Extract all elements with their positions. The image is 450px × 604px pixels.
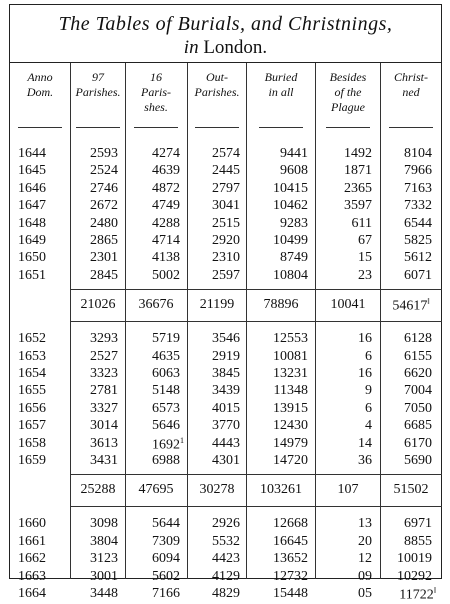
column-header-christ <box>382 70 440 100</box>
value-cell-plague: 20 <box>358 533 372 549</box>
value-cell-out: 2445 <box>212 163 240 179</box>
value-cell-out: 4129 <box>212 568 240 584</box>
value-cell-out: 2515 <box>212 215 240 231</box>
value-cell-plague: 23 <box>358 267 372 283</box>
value-cell-p16: 6063 <box>152 366 180 381</box>
value-cell-p16: 5719 <box>152 331 180 347</box>
value-cell-christ: 8104 <box>404 146 432 161</box>
total-cell-p16: 47695 <box>138 482 174 498</box>
value-cell-p97: 2527 <box>90 348 118 364</box>
value-cell-plague: 6 <box>365 348 372 364</box>
value-cell-plague: 16 <box>358 331 372 347</box>
column-header-line: in all <box>268 85 294 99</box>
value-cell-p16: 4639 <box>152 163 180 179</box>
column-header-line: Out- <box>206 70 228 84</box>
value-cell-out: 2797 <box>212 180 240 196</box>
value-cell-p16: 1692$^1$ <box>152 435 184 453</box>
column-header-line: Paris- <box>141 85 171 99</box>
header-underline <box>18 127 62 128</box>
value-cell-buried: 13915 <box>273 400 308 416</box>
double-bar-mark: ‖ <box>433 586 436 595</box>
total-cell-p16: 36676 <box>138 297 174 313</box>
value-cell-p97: 2781 <box>90 383 118 399</box>
total-rule-top <box>70 474 442 475</box>
total-cell-out: 30278 <box>199 482 235 498</box>
year-cell: 1653 <box>18 348 46 364</box>
value-cell-out: 2920 <box>212 233 240 248</box>
value-cell-plague: 05 <box>358 586 372 601</box>
header-underline <box>76 127 120 128</box>
value-cell-p97: 3327 <box>90 400 118 416</box>
value-cell-plague: 611 <box>351 215 372 231</box>
value-cell-christ: 5612 <box>404 250 432 266</box>
value-cell-out: 2597 <box>212 267 240 283</box>
value-cell-plague: 36 <box>358 453 372 468</box>
value-cell-christ: 5825 <box>404 233 432 248</box>
value-cell-plague: 2365 <box>344 180 372 196</box>
value-cell-plague: 15 <box>358 250 372 266</box>
value-cell-p16: 4872 <box>152 180 180 196</box>
value-cell-christ: 6155 <box>404 348 432 364</box>
total-cell-christ: 51502 <box>393 482 429 498</box>
value-cell-plague: 13 <box>358 516 372 532</box>
value-cell-p97: 2301 <box>90 250 118 266</box>
value-cell-p97: 3323 <box>90 366 118 381</box>
year-cell: 1656 <box>18 400 46 416</box>
table-title-line1: The Tables of Burials, and Christnings, <box>58 13 393 35</box>
value-cell-buried: 11348 <box>273 383 308 399</box>
header-underline <box>195 127 239 128</box>
year-cell: 1648 <box>18 215 46 231</box>
value-cell-christ: 7966 <box>404 163 432 179</box>
total-cell-p97: 21026 <box>80 297 116 313</box>
value-cell-out: 3845 <box>212 366 240 381</box>
footnote-mark: 1 <box>180 435 184 445</box>
value-cell-p97: 3448 <box>90 586 118 601</box>
value-cell-buried: 12430 <box>273 418 308 434</box>
value-cell-out: 2310 <box>212 250 240 266</box>
value-cell-plague: 3597 <box>344 198 372 214</box>
value-cell-christ: 7004 <box>404 383 432 399</box>
value-cell-buried: 10462 <box>273 198 308 214</box>
header-underline <box>389 127 433 128</box>
value-cell-plague: 09 <box>358 568 372 584</box>
value-cell-p16: 6094 <box>152 551 180 567</box>
year-cell: 1644 <box>18 146 46 161</box>
column-header-line: Parishes. <box>194 85 240 99</box>
table-title-line2 <box>9 37 442 59</box>
value-cell-buried: 16645 <box>273 533 308 549</box>
value-cell-p97: 2593 <box>90 146 118 161</box>
value-cell-christ: 6170 <box>404 435 432 451</box>
value-cell-christ: 6071 <box>404 267 432 283</box>
year-cell: 1659 <box>18 453 46 468</box>
value-cell-plague: 12 <box>358 551 372 567</box>
value-cell-p16: 7309 <box>152 533 180 549</box>
column-header-p97 <box>72 70 124 100</box>
value-cell-out: 2574 <box>212 146 240 161</box>
column-header-line: Besides <box>329 70 367 84</box>
value-cell-christ: 5690 <box>404 453 432 468</box>
value-cell-plague: 1492 <box>344 146 372 161</box>
year-cell: 1649 <box>18 233 46 248</box>
value-cell-buried: 13652 <box>273 551 308 567</box>
value-cell-p16: 4138 <box>152 250 180 266</box>
year-cell: 1646 <box>18 180 46 196</box>
value-cell-p97: 2480 <box>90 215 118 231</box>
column-header-line: 97 <box>92 70 104 84</box>
value-cell-out: 4301 <box>212 453 240 468</box>
value-cell-out: 2926 <box>212 516 240 532</box>
value-cell-p97: 3804 <box>90 533 118 549</box>
value-cell-christ: 10019 <box>397 551 432 567</box>
value-cell-p97: 3001 <box>90 568 118 584</box>
value-cell-p16: 5602 <box>152 568 180 584</box>
value-cell-christ: 10292 <box>397 568 432 584</box>
column-header-line: 16 <box>150 70 162 84</box>
column-header-line: Buried <box>264 70 298 84</box>
value-cell-plague: 4 <box>365 418 372 434</box>
value-cell-p97: 3014 <box>90 418 118 434</box>
title-prefix: in <box>183 37 199 58</box>
year-cell: 1647 <box>18 198 46 214</box>
value-cell-p97: 3098 <box>90 516 118 532</box>
value-cell-p16: 4288 <box>152 215 180 231</box>
value-cell-out: 4443 <box>212 435 240 451</box>
total-cell-plague: 107 <box>337 482 359 498</box>
value-cell-p16: 5644 <box>152 516 180 532</box>
year-cell: 1658 <box>18 435 46 451</box>
year-cell: 1655 <box>18 383 46 399</box>
value-cell-p16: 5148 <box>152 383 180 399</box>
value-cell-christ: 8855 <box>404 533 432 549</box>
value-cell-buried: 14720 <box>273 453 308 468</box>
value-cell-out: 4015 <box>212 400 240 416</box>
value-cell-p97: 3431 <box>90 453 118 468</box>
value-cell-plague: 14 <box>358 435 372 451</box>
column-header-out <box>189 70 245 100</box>
column-header-line: Dom. <box>26 85 54 99</box>
value-cell-buried: 10499 <box>273 233 308 248</box>
value-cell-buried: 12668 <box>273 516 308 532</box>
year-cell: 1650 <box>18 250 46 266</box>
column-header-line: ned <box>402 85 420 99</box>
column-header-anno <box>12 70 68 100</box>
value-cell-christ: 6685 <box>404 418 432 434</box>
year-cell: 1652 <box>18 331 46 347</box>
header-underline <box>259 127 303 128</box>
total-cell-christ: 54617‖ <box>392 297 430 314</box>
value-cell-p16: 4714 <box>152 233 180 248</box>
value-cell-p16: 6988 <box>152 453 180 468</box>
value-cell-christ: 6971 <box>404 516 432 532</box>
value-cell-buried: 9608 <box>280 163 308 179</box>
total-cell-plague: 10041 <box>330 297 366 313</box>
column-header-line: Plague <box>331 100 365 114</box>
value-cell-buried: 15448 <box>273 586 308 601</box>
value-cell-p16: 4274 <box>152 146 180 161</box>
value-cell-plague: 1871 <box>344 163 372 179</box>
value-cell-christ: 6544 <box>404 215 432 231</box>
value-cell-christ: 6128 <box>404 331 432 347</box>
value-cell-p16: 6573 <box>152 400 180 416</box>
year-cell: 1664 <box>18 586 46 601</box>
value-cell-christ: 7163 <box>404 180 432 196</box>
value-cell-p97: 2845 <box>90 267 118 283</box>
value-cell-p16: 7166 <box>152 586 180 601</box>
total-rule-bottom <box>70 321 442 322</box>
year-cell: 1662 <box>18 551 46 567</box>
header-underline <box>134 127 178 128</box>
value-cell-plague: 6 <box>365 400 372 416</box>
value-cell-buried: 14979 <box>273 435 308 451</box>
total-cell-out: 21199 <box>199 297 235 313</box>
column-header-line: Christ- <box>393 70 428 84</box>
value-cell-out: 4829 <box>212 586 240 601</box>
value-cell-out: 3770 <box>212 418 240 434</box>
value-cell-p97: 2865 <box>90 233 118 248</box>
value-cell-p97: 2672 <box>90 198 118 214</box>
value-cell-buried: 9441 <box>280 146 308 161</box>
year-cell: 1657 <box>18 418 46 434</box>
total-rule-top <box>70 289 442 290</box>
header-underline <box>326 127 370 128</box>
value-cell-christ: 7332 <box>404 198 432 214</box>
value-cell-buried: 10081 <box>273 348 308 364</box>
title-box <box>9 4 442 63</box>
total-cell-p97: 25288 <box>80 482 116 498</box>
value-cell-p97: 3123 <box>90 551 118 567</box>
double-bar-mark: ‖ <box>427 297 430 307</box>
column-header-line: shes. <box>144 100 168 114</box>
value-cell-buried: 12732 <box>273 568 308 584</box>
value-cell-christ: 7050 <box>404 400 432 416</box>
value-cell-christ: 11722‖ <box>399 586 436 603</box>
column-header-plague <box>318 70 378 115</box>
value-cell-p16: 4749 <box>152 198 180 214</box>
total-cell-buried: 103261 <box>260 482 302 498</box>
year-cell: 1645 <box>18 163 46 179</box>
value-cell-buried: 9283 <box>280 215 308 231</box>
value-cell-out: 3546 <box>212 331 240 347</box>
year-cell: 1663 <box>18 568 46 584</box>
value-cell-plague: 16 <box>358 366 372 381</box>
year-cell: 1661 <box>18 533 46 549</box>
value-cell-p16: 5646 <box>152 418 180 434</box>
value-cell-buried: 13231 <box>273 366 308 381</box>
value-cell-buried: 10804 <box>273 267 308 283</box>
value-cell-p16: 5002 <box>152 267 180 283</box>
value-cell-out: 5532 <box>212 533 240 549</box>
column-header-line: of the <box>334 85 362 99</box>
column-header-buried <box>250 70 312 100</box>
total-cell-buried: 78896 <box>263 297 299 313</box>
value-cell-p97: 2524 <box>90 163 118 179</box>
value-cell-buried: 8749 <box>280 250 308 266</box>
column-header-line: Parishes. <box>75 85 121 99</box>
value-cell-buried: 10415 <box>273 180 308 196</box>
year-cell: 1651 <box>18 267 46 283</box>
value-cell-out: 2919 <box>212 348 240 364</box>
year-cell: 1654 <box>18 366 46 381</box>
value-cell-christ: 6620 <box>404 366 432 381</box>
value-cell-plague: 9 <box>365 383 372 399</box>
total-rule-bottom <box>70 506 442 507</box>
column-header-line: Anno <box>27 70 53 84</box>
value-cell-out: 3041 <box>212 198 240 214</box>
value-cell-plague: 67 <box>358 233 372 248</box>
value-cell-p97: 3293 <box>90 331 118 347</box>
value-cell-out: 4423 <box>212 551 240 567</box>
title-place: London. <box>203 37 268 58</box>
value-cell-buried: 12553 <box>273 331 308 347</box>
value-cell-p97: 2746 <box>90 180 118 196</box>
year-cell: 1660 <box>18 516 46 532</box>
column-header-p16 <box>127 70 185 115</box>
value-cell-p97: 3613 <box>90 435 118 451</box>
value-cell-p16: 4635 <box>152 348 180 364</box>
value-cell-out: 3439 <box>212 383 240 399</box>
